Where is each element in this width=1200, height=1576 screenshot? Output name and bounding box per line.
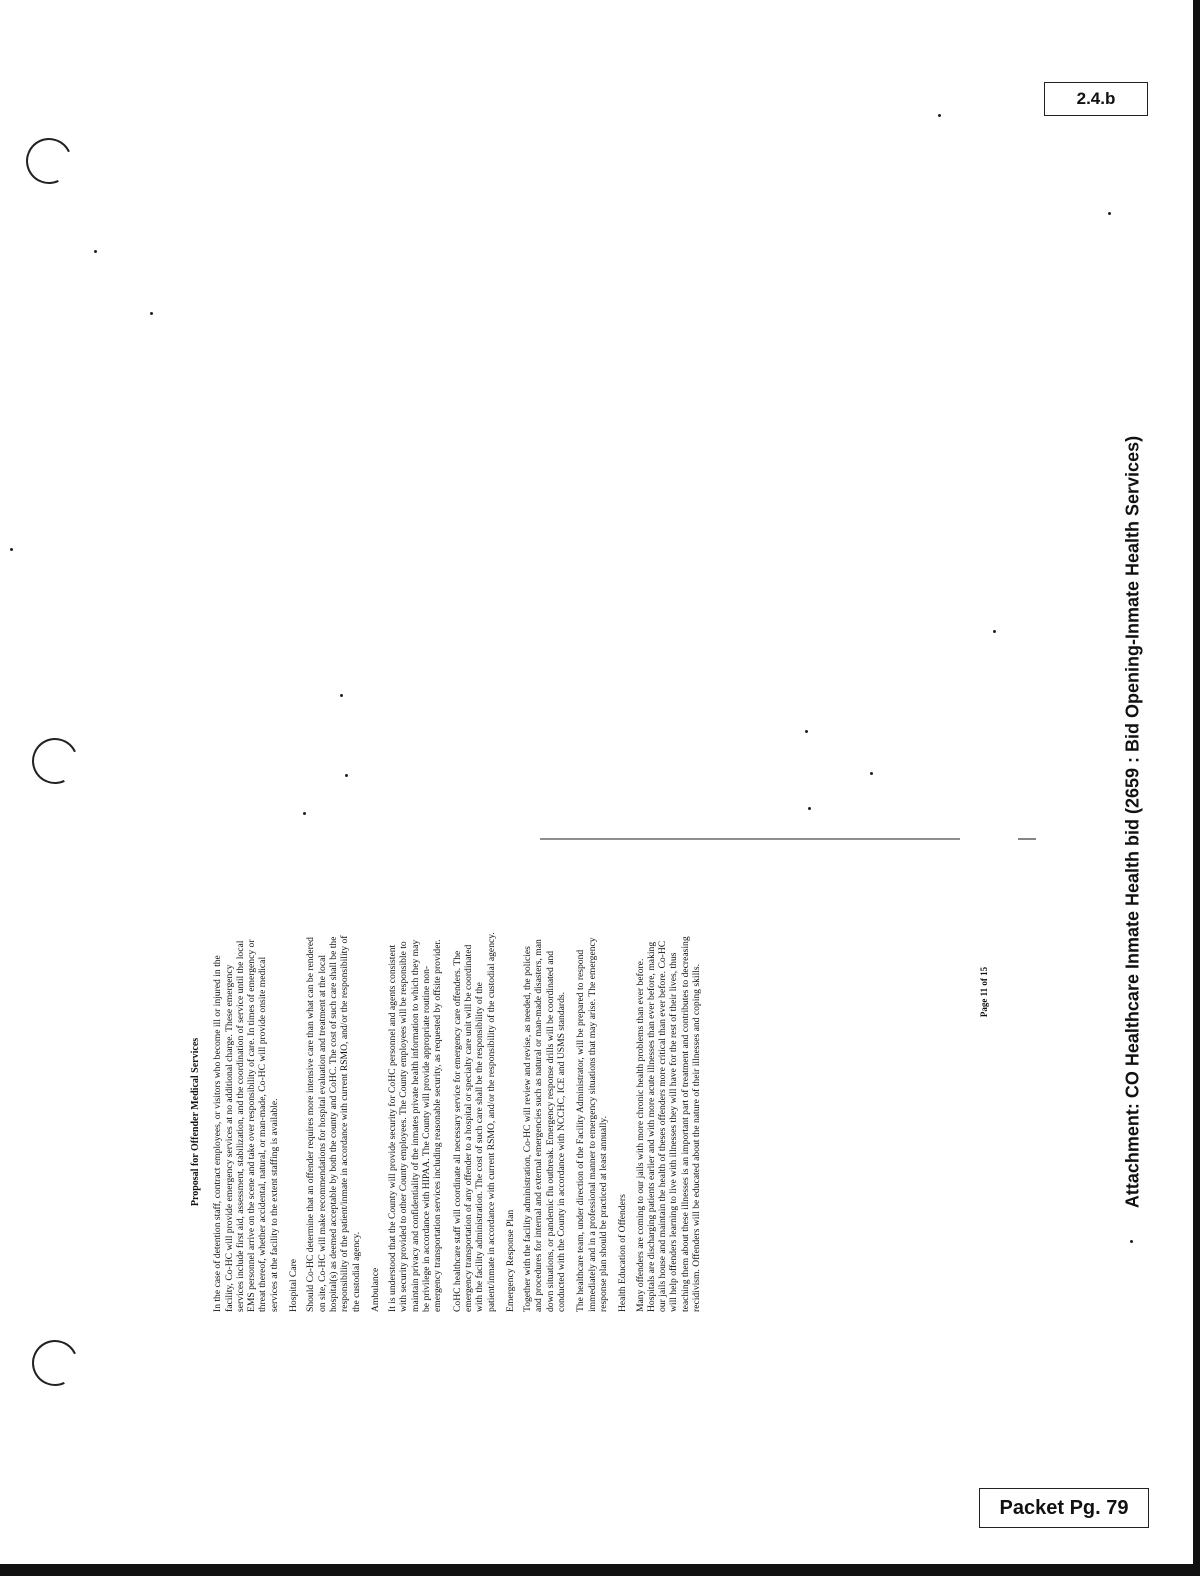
section-heading-ambulance: Ambulance xyxy=(369,1267,381,1312)
punch-hole-top xyxy=(20,132,79,191)
intro-paragraph: In the case of detention staff, contract employees, or visitors who become ill or injured in the facility, Co-HC will provide emergency services at no additional charge. These emergency services include first aid, assessment, stabilization, and the coordination of service until the local EMS personnel arrive on the scene and take over responsibility of care. In times of emergency or threat thereof, whether accidental, natural, or man-made, Co-HC will provide onsite medical services at the facility to the extent staffing is available. xyxy=(212,939,280,1312)
hospital-care-paragraph: Should Co-HC determine that an offender requires more intensive care than what can be rendered on site, Co-HC will make recommendations for hospital evaluation and treatment at the local hospital(s) as deemed acceptable by both the county and CoHC. The cost of such care shall be the responsibility of the patient/inmate in accordance with current RSMO, and/or the responsibility of the custodial agency. xyxy=(305,935,362,1312)
scan-bottom-edge xyxy=(0,1564,1200,1576)
scan-fold-line-right xyxy=(1018,838,1036,840)
packet-page-stamp: Packet Pg. 79 xyxy=(979,1488,1149,1528)
attachment-number-stamp: 2.4.b xyxy=(1044,82,1148,116)
scan-fold-line xyxy=(540,838,960,840)
punch-hole-bottom xyxy=(26,1334,85,1393)
ambulance-paragraph-1: It is understood that the County will provide security for CoHC personnel and agents consistent with security provided to other County employees. The County employees will be responsible to maintain privacy and confidentiality of the inmates private health information to which they may be privilege in accordance with HIPAA. The County will provide appropriate routine non-emergency transportation services including reasonable security, as requested by offsite provider. xyxy=(387,939,444,1312)
scan-speck xyxy=(805,730,808,733)
attachment-label: Attachment: CO Healthcare Inmate Health bid (2659 : Bid Opening-Inmate Health Services) xyxy=(1122,435,1143,1209)
scan-speck xyxy=(94,250,97,253)
emergency-plan-paragraph-2: The healthcare team, under direction of the Facility Administrator, will be prepared to respond immediately and in a professional manner to emergency situations that may arise. The emergency response plan should be practiced at least annually. xyxy=(575,937,609,1312)
scan-speck xyxy=(808,807,811,810)
emergency-plan-paragraph-1: Together with the facility administration, Co-HC will review and revise, as needed, the policies and procedures for internal and external emergencies such as natural or man-made disasters, man down situations, or pandemic flu outbreak. Emergency response drills will be coordinated and conducted with the County in accordance with NCCHC, ICE and USMS standards. xyxy=(522,939,568,1312)
scan-speck xyxy=(150,312,153,315)
scan-right-edge xyxy=(1193,0,1200,1566)
scan-speck xyxy=(938,114,941,117)
section-heading-hospital-care: Hospital Care xyxy=(288,1258,300,1312)
health-education-paragraph: Many offenders are coming to our jails with more chronic health problems than ever before. Hospitals are discharging patients earlier and with more acute illnesses than ever before, making our jails house and maintain the health of theses offenders more critical than ever before. Co-HC will help offenders learning to live with illnesses they will have for the rest of their lives, thus teaching them about these illnesses is an important part of treatment and contributes to decreasing recidivism. Offenders will be educated about the nature of their illnesses and coping skills. xyxy=(634,936,702,1312)
page-number: Page 11 of 15 xyxy=(979,966,989,1018)
scan-speck xyxy=(345,774,348,777)
document-title: Proposal for Offender Medical Services xyxy=(190,1037,201,1207)
scan-speck xyxy=(993,630,996,633)
scan-speck xyxy=(1108,212,1111,215)
scan-speck xyxy=(303,812,306,815)
scan-speck xyxy=(340,694,343,697)
punch-hole-middle xyxy=(26,732,85,791)
document-body xyxy=(190,932,930,1312)
section-heading-emergency-response-plan: Emergency Response Plan xyxy=(504,1209,516,1312)
scan-speck xyxy=(870,772,873,775)
scan-speck xyxy=(10,548,13,551)
ambulance-paragraph-2: CoHC healthcare staff will coordinate all necessary service for emergency care offenders. The emergency transportation of any offender to a hospital or specialty care unit will be coordinated with the facility administration. The cost of such care shall be the responsibility of the patient/inmate in accordance with current RSMO, and/or the responsibility of the custodial agency. xyxy=(451,932,497,1312)
scan-speck xyxy=(1130,1240,1133,1243)
section-heading-health-education: Health Education of Offenders xyxy=(617,1194,629,1312)
